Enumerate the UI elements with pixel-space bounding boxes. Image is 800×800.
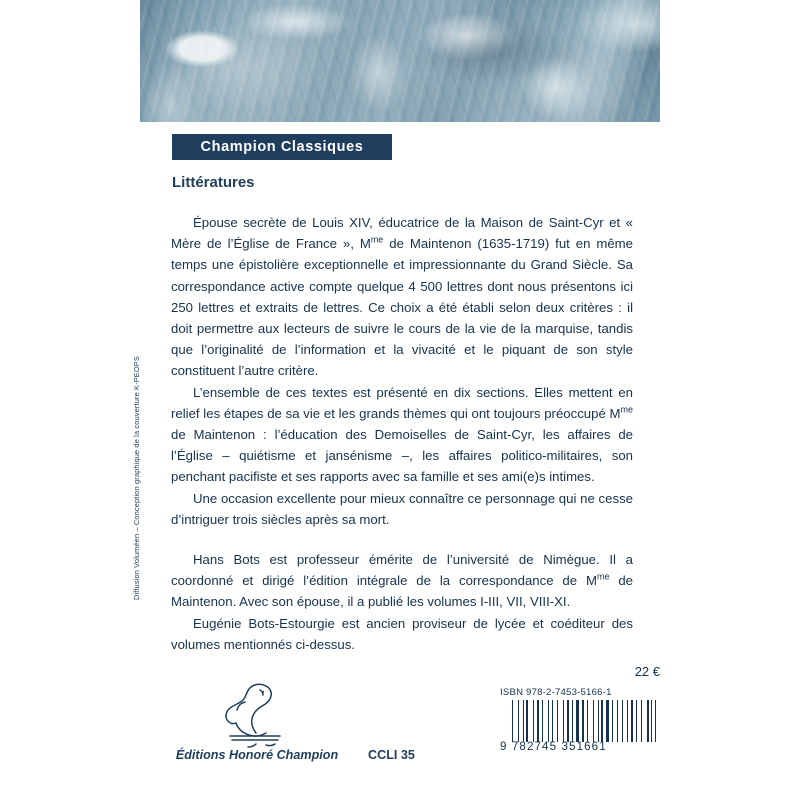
bio-paragraph-1: Hans Bots est professeur émérite de l’université de Nimègue. Il a coordonné et dirigé l’édition intégrale de la correspondance de $M^{me}$ de Maintenon. Avec son épouse, il a publié les volumes I-III, VII, VIII-XI.: [171, 552, 633, 610]
price-label: 22 €: [634, 664, 660, 679]
blurb-paragraph-1: Épouse secrète de Louis XIV, éducatrice de la Maison de Saint-Cyr et « Mère de l’Église de France », $M^{me}$ de Maintenon (1635-1719) fut en même temps une épistolière exceptionnelle et impressionnante du Grand Siècle. Sa correspondance active compte quelque 4 500 lettres dont nous présentons ici 250 lettres et extraits de lettres. Ce choix a été établi selon deux critères : il doit permettre aux lecteurs de suivre le cours de la vie de la marquise, tandis que l’originalité de l’information et la vivacité et le piquant de son style constituent l’autre critère.: [171, 215, 634, 379]
blurb-paragraph-3: Une occasion excellente pour mieux connaître ce personnage qui ne cesse d’intriguer trois siècles après sa mort.: [171, 490, 633, 527]
subseries-label: Littératures: [172, 174, 255, 191]
marbled-header-artwork: [140, 0, 660, 122]
collection-code: CCLI 35: [368, 748, 415, 762]
series-badge: [172, 134, 392, 160]
marble-swirls: [140, 0, 660, 122]
ean13-barcode: [500, 700, 660, 752]
barcode-digits: 9 782745 351661: [500, 740, 607, 753]
publisher-logo: [212, 678, 298, 752]
publisher-name: Éditions Honoré Champion: [175, 748, 339, 762]
back-cover-blurb: [171, 212, 633, 655]
isbn-label: ISBN 978-2-7453-5166-1: [500, 687, 612, 698]
series-label: Champion Classiques: [200, 139, 364, 155]
barcode-bars: [512, 700, 660, 742]
side-credit-text: Diffusion Voluméen – Conception graphique de la couverture K-PEOPS: [132, 356, 141, 600]
bio-paragraph-2: Eugénie Bots-Estourgie est ancien proviseur de lycée et coéditeur des volumes mentionnés ci-dessus.: [171, 615, 633, 652]
blurb-paragraph-2: L’ensemble de ces textes est présenté en dix sections. Elles mettent en relief les étapes de sa vie et les grands thèmes qui ont toujours préoccupé $M^{me}$ de Maintenon : l’éducation des Demoiselles de Saint-Cyr, les affaires de l’Église – quiétisme et jansénisme –, les affaires politico-militaires, son penchant pacifiste et ses rapports avec sa famille et ses ami(e)s intimes.: [171, 384, 633, 485]
